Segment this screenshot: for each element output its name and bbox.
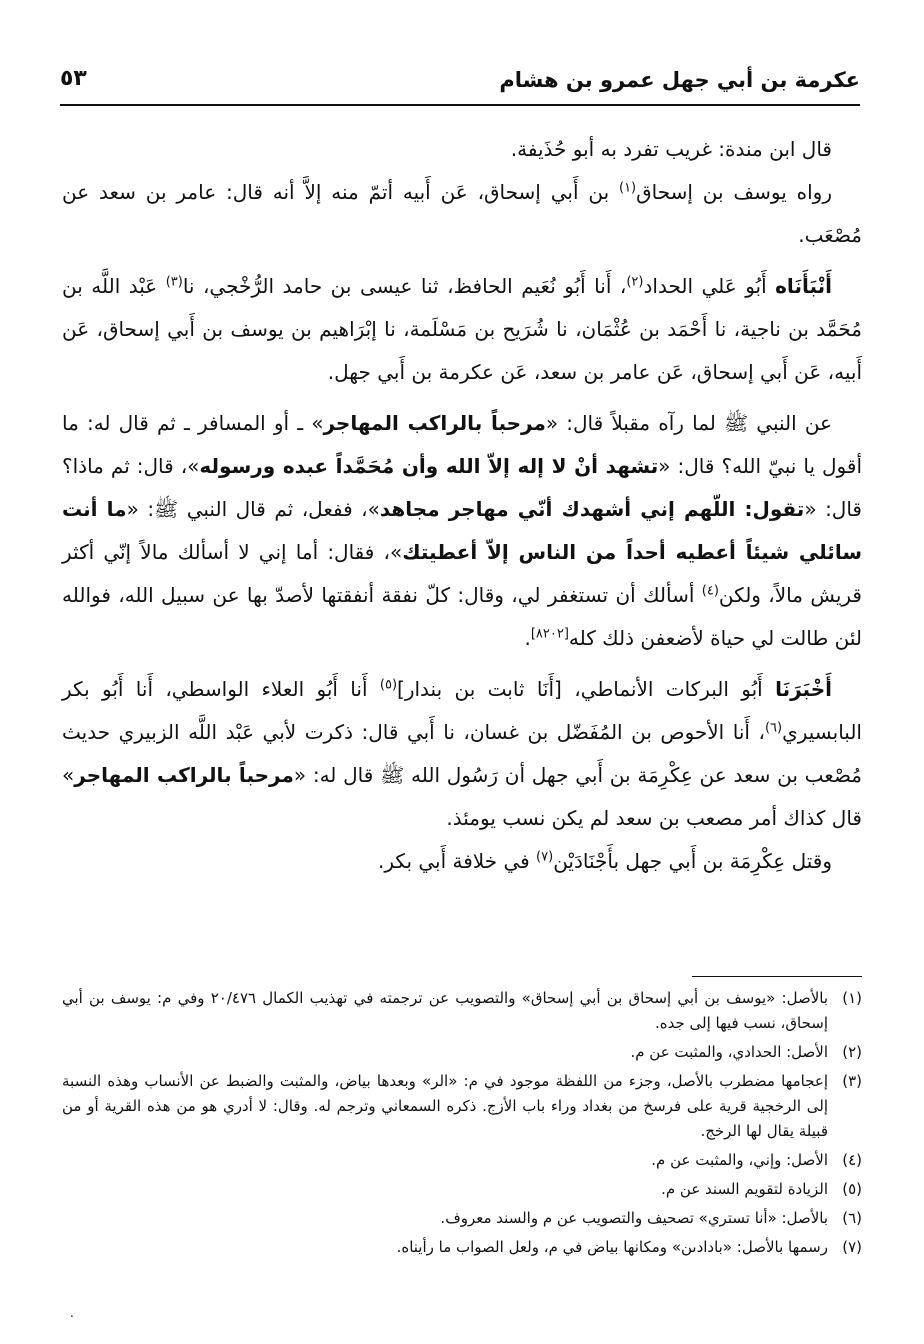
footnote-ref: (٤) [701,583,719,599]
text: قال ابن مندة: غريب تفرد به أبو حُذَيفة. [510,137,832,161]
text: ، أَنا الأحوص بن المُفَضّل بن غسان، نا أَبي قال: ذكرت لأبي عَبْد اللَّه الزبيري حديث مُصْعب بن سعد عن عِكْرِمَة بن أَبي جهل أن رَسُول الله ﷺ قال له: « [62,720,862,787]
footnote-ref: (٣) [165,274,183,290]
footnote-number: (٥) [842,1180,862,1198]
footnote-number: (٤) [842,1151,862,1169]
text: في خلافة أَبي بكر. [378,849,537,873]
text: » قال كذاك أمر مصعب بن سعد لم يكن نسب يومئذ. [62,763,862,830]
footnote-ref: (٧) [536,849,554,865]
footnote-text: الأصل: الحدادي، والمثبت عن م. [630,1043,828,1061]
text: ، أَنا أَبُو نُعَيم الحافظ، ثنا عيسى بن حامد الرُّخْجي، نا [182,274,627,298]
footnote-number: (٧) [842,1238,862,1256]
text: أسألك أن تستغفر لي، وقال: كلّ نفقة أنفقتها لأصدّ بها عن سبيل الله، فوالله لئن طالت لي حياة لأضعفن ذلك كله [62,583,862,650]
footnote-number: (٦) [842,1209,862,1227]
footnote [62,1148,862,1173]
bottom-mark: . [70,1306,74,1320]
text: وقتل عِكْرِمَة بن أَبي جهل بأَجْنَادَيْن [553,849,832,873]
footnote [62,1177,862,1202]
hadith-quote: تشهد أنْ لا إله إلاّ الله وأن مُحَمَّداً عبده ورسوله [199,454,659,478]
header-rule [60,104,860,106]
paragraph-4 [62,402,862,660]
text: » ـ أو المسافر ـ ثم قال له: ما أقول يا نبيّ الله؟ قال: « [62,411,863,478]
paragraph-5 [62,668,862,840]
footnote-ref: (٢) [626,274,644,290]
text: بن أَبي إسحاق، عَن أَبيه أتمّ منه إلاَّ أنه قال: عامر بن سعد عن مُصْعَب. [62,180,862,247]
text: عَبْد اللَّه بن مُحَمَّد بن ناجية، نا أَحْمَد بن عُثْمَان، نا شُرَيح بن مَسْلَمة، نا إبْرَاهيم بن يوسف بن أَبي إسحاق، عَن أَبيه، عَن أَبي إسحاق، عَن عامر بن سعد، عَن عكرمة بن أَبي جهل. [62,274,862,384]
text: أَبُو عَلي الحداد [643,274,776,298]
page-number: ٥٣ [60,66,87,91]
footnote [62,1235,862,1260]
footnote-text: الأصل: وإني، والمثبت عن م. [651,1151,828,1169]
main-text [62,128,862,883]
text: »، فقال: أما إني لا أسألك مالاً إنّي أكثر قريش مالاً، ولكن [62,540,862,607]
footnote-text: الزيادة لتقويم السند عن م. [661,1180,828,1198]
hadith-quote: مرحباً بالراكب المهاجر [323,411,546,435]
footnote [62,1040,862,1065]
paragraph-3 [62,265,862,394]
footnote [62,1206,862,1231]
footnote-ref: (٦) [764,720,783,736]
footnote-number: (١) [842,989,862,1007]
footnote-number: (٣) [842,1072,862,1090]
footnotes [62,986,862,1264]
running-header [60,60,860,106]
text: رواه يوسف بن إسحاق [636,180,832,204]
text: »، ففعل، ثم قال النبي ﷺ: « [126,497,380,521]
isnad-lead: أَخْبَرَنَا [775,677,832,701]
text: »، قال: ثم ماذا؟ قال: « [62,454,862,521]
paragraph-2 [62,171,862,257]
footnote [62,986,862,1036]
footnote-number: (٢) [842,1043,862,1061]
footnote-ref: (١) [618,180,637,196]
text: عن النبي ﷺ لما رآه مقبلاً قال: « [545,411,832,435]
text: أَنا أَبُو العلاء الواسطي، أَنا أَبُو بكر البابسيري [62,677,862,744]
hadith-quote: تقول: اللّهم إني أشهدك أنّي مهاجر مجاهد [379,497,805,521]
text: . [524,626,531,650]
running-title: عكرمة بن أبي جهل عمرو بن هشام [499,68,860,92]
footnote-text: إعجامها مضطرب بالأصل، وجزء من اللفظة موجود في م: «الر» وبعدها بياض، والمثبت والضبط عن الأنساب وهذه النسبة إلى الرخجية قرية على فرسخ من بغداد وراء باب الأزج. ذكره السمعاني وترجم له. وقال: لا أدري هو من هذه القرية أو من قبيلة يقال لها الرخج. [62,1072,828,1140]
isnad-lead: أَنْبَأَنَاه [775,274,832,298]
hadith-number: [٨٢٠٢] [530,626,569,642]
hadith-quote: مرحباً بالراكب المهاجر [74,763,294,787]
footnote-text: رسمها بالأصل: «بادادىن» ومكانها بياض في م، ولعل الصواب ما رأيناه. [396,1238,828,1256]
footnote-text: بالأصل: «أنا تستري» تصحيف والتصويب عن م والسند معروف. [440,1209,828,1227]
footnote-separator [692,976,862,977]
text: أَبُو البركات الأنماطي، [أَنَا ثابت بن بندار] [397,677,776,701]
paragraph-6 [62,840,862,883]
footnote-ref: (٥) [379,677,398,693]
hadith-quote: ما أنت سائلي شيئاً أعطيه أحداً من الناس إلاّ أعطيتك [62,497,862,564]
footnote [62,1069,862,1144]
footnote-text: بالأصل: «يوسف بن أبي إسحاق بن أبي إسحاق» والتصويب عن ترجمته في تهذيب الكمال ٢٠/٤٧٦ وفي م: يوسف بن أبي إسحاق، نسب فيها إلى جده. [62,989,828,1032]
paragraph-1 [62,128,862,171]
